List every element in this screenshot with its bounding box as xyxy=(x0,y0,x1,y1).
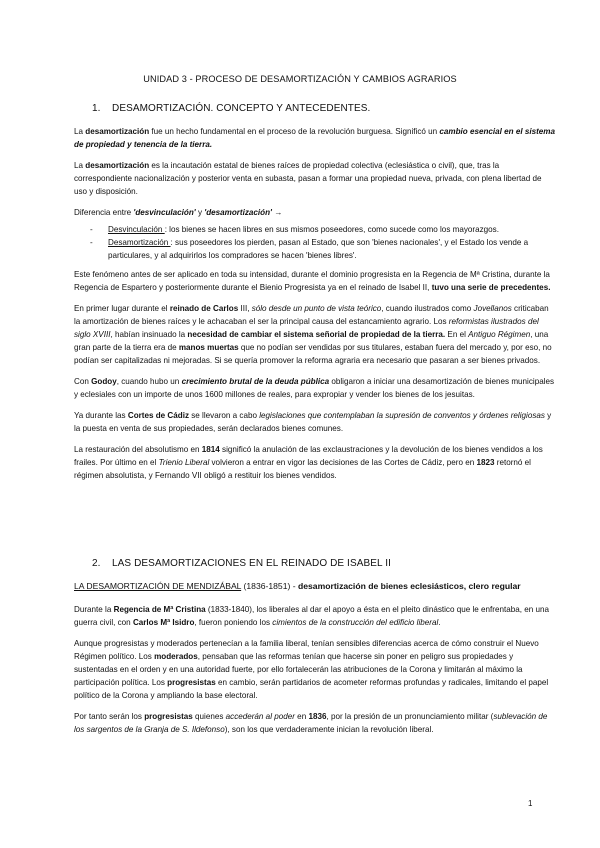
subsection-heading xyxy=(74,580,556,593)
text-run: sólo desde un punto de vista teórico xyxy=(251,304,382,313)
text-run: y la puesta en venta de sus propiedades, serán declarados bienes comunes. xyxy=(74,411,552,433)
text-run: Jovellanos xyxy=(473,304,512,313)
paragraph xyxy=(74,159,556,198)
text-run: crecimiento brutal de la deuda pública xyxy=(181,377,330,386)
text-run: LA DESAMORTIZACIÓN DE MENDIZÁBAL xyxy=(74,581,242,591)
text-run: 1836 xyxy=(308,712,327,721)
text-run: , por la presión de un pronunciamiento militar ( xyxy=(326,712,494,721)
text-run: accederán al poder xyxy=(225,712,295,721)
text-run: progresistas xyxy=(167,678,216,687)
text-run: III, xyxy=(238,304,252,313)
text-run: 1814 xyxy=(201,445,220,454)
text-run: fue un hecho fundamental en el proceso de la revolución burguesa. Significó un xyxy=(149,127,440,136)
text-run: obligaron a iniciar una desamortización de bienes municipales y eclesiales con un importe de unos 1600 millones de reales, para expropiar y vender los bienes de los jesuitas. xyxy=(74,377,555,399)
text-run: legislaciones que contemplaban la supresión de conventos y órdenes religiosas xyxy=(259,411,545,420)
text-run: Aunque progresistas y moderados pertenecían a la familia liberal, tenían sensibles diferencias acerca de cómo construir el Nuevo Régimen político. Los xyxy=(74,639,539,661)
text-run: Con xyxy=(74,377,92,386)
text-run: , fueron poniendo los xyxy=(194,618,273,627)
text-run: La xyxy=(74,127,86,136)
list-dash: - xyxy=(90,225,93,234)
text-run: volvieron a entrar en vigor las decisiones de las Cortes de Cádiz, pero en xyxy=(209,458,477,467)
text-run: reformistas ilustrados del siglo XVIII xyxy=(74,317,539,339)
text-run: La restauración del absolutismo en xyxy=(74,445,202,454)
text-run: , habían insinuado la xyxy=(110,330,188,339)
text-run: (1836-1851) - xyxy=(241,581,298,591)
paragraph xyxy=(74,443,556,482)
text-run: Carlos Mª Isidro xyxy=(132,618,195,627)
paragraph xyxy=(74,375,556,401)
section-1-title: DESAMORTIZACIÓN. CONCEPTO Y ANTECEDENTES. xyxy=(112,103,371,114)
text-run: se llevaron a cabo xyxy=(189,411,260,420)
text-run: que no podían ser vendidas por sus titulares, estaban fuera del mercado y, por eso, no podían ser capitalizadas ni mejoradas. Si se quería promover la reforma agraria era necesario que pasaran a ser bienes privados. xyxy=(74,343,552,365)
definition-list xyxy=(74,223,556,262)
text-run: retornó el régimen absolutista, y Fernando VII obligó a restituir los bienes vendidos. xyxy=(74,458,531,480)
text-run: → xyxy=(271,208,283,217)
document-title: UNIDAD 3 - PROCESO DE DESAMORTIZACIÓN Y CAMBIOS AGRARIOS xyxy=(143,74,457,84)
text-run: criticaban la amortización de bienes raíces y le achacaban el ser la principal causa del estancamiento agrario. Los xyxy=(74,304,549,326)
list-item xyxy=(74,236,556,262)
section-2-heading xyxy=(92,558,391,569)
text-run: tuvo una serie de precedentes. xyxy=(431,283,551,292)
paragraph xyxy=(74,603,556,629)
text-run: Durante la xyxy=(74,605,114,614)
text-run: desamortización de bienes eclesiásticos, clero regular xyxy=(298,581,521,591)
text-run: : los bienes se hacen libres en sus mismos poseedores, como sucede como los mayorazgos. xyxy=(164,225,499,234)
section-2-number: 2. xyxy=(92,558,101,569)
text-run: manos muertas xyxy=(178,343,239,352)
paragraph xyxy=(74,268,556,294)
paragraph xyxy=(74,637,556,702)
text-run: Cortes de Cádiz xyxy=(127,411,190,420)
text-run: 1823 xyxy=(476,458,495,467)
page-number: 1 xyxy=(528,799,533,808)
section-2-title: LAS DESAMORTIZACIONES EN EL REINADO DE ISABEL II xyxy=(112,558,391,569)
paragraph xyxy=(74,125,556,151)
text-run: En el xyxy=(445,330,469,339)
text-run: moderados xyxy=(154,652,198,661)
text-run: Diferencia entre xyxy=(74,208,134,217)
text-run: reinado de Carlos xyxy=(169,304,239,313)
text-run: quienes xyxy=(192,712,226,721)
text-run: Antiguo Régimen xyxy=(468,330,531,339)
text-run: Regencia de Mª Cristina xyxy=(113,605,206,614)
text-run: significó la anulación de las exclaustraciones y la devolución de los bienes vendidos a los frailes. Por último en el xyxy=(74,445,543,467)
paragraph xyxy=(74,206,556,219)
section-1-body xyxy=(74,125,556,482)
text-run: Ya durante las xyxy=(74,411,128,420)
text-run: Godoy xyxy=(91,377,117,386)
text-run: , pensaban que las reformas tenían que hacerse sin poner en peligro sus propiedades y sustentadas en el orden y en una autoridad fuerte, por ello fortalecerán las atribuciones de la Corona y limitarán al máximo la participación política. Los xyxy=(74,652,523,687)
text-run: : sus poseedores los pierden, pasan al Estado, que son 'bienes nacionales', y el Estado los vende a particulares, y al adquirirlos los compradores se hacen 'bienes libres'. xyxy=(108,238,529,260)
paragraph xyxy=(74,710,556,736)
text-run: en xyxy=(294,712,309,721)
text-run: desamortización xyxy=(85,127,150,136)
section-2-body xyxy=(74,580,556,736)
text-run: Este fenómeno antes de ser aplicado en toda su intensidad, durante el dominio progresista en la Regencia de Mª Cristina, durante la Regencia de Espartero y posteriormente durante el Bienio Progresista ya en el reinado de Isabel II, xyxy=(74,270,550,292)
text-run: , cuando ilustrados como xyxy=(381,304,474,313)
text-run: , cuando hubo un xyxy=(116,377,182,386)
text-run: progresistas xyxy=(144,712,193,721)
text-run: cimientos de la construcción del edificio liberal xyxy=(272,618,439,627)
list-dash: - xyxy=(90,238,93,247)
list-item xyxy=(74,223,556,236)
text-run: 'desamortización' xyxy=(204,208,272,217)
text-run: cambio esencial en el sistema de propiedad y tenencia de la tierra. xyxy=(74,127,555,149)
text-run: Por tanto serán los xyxy=(74,712,145,721)
text-run: en cambio, serán partidarios de acometer reformas profundas y radicales, limitando el papel político de la Corona y ampliando la base electoral. xyxy=(74,678,549,700)
section-1-number: 1. xyxy=(92,103,101,114)
text-run: Trienio Liberal xyxy=(158,458,210,467)
paragraph xyxy=(74,302,556,367)
text-run: 'desvinculación' xyxy=(133,208,196,217)
text-run: ), son los que verdaderamente inician la revolución liberal. xyxy=(224,725,434,734)
text-run: (1833-1840), los liberales al dar el apoyo a ésta en el pleito dinástico que le enfrentaba, en una guerra civil, con xyxy=(74,605,549,627)
paragraph xyxy=(74,409,556,435)
text-run: desamortización xyxy=(85,161,150,170)
text-run: sublevación de los sargentos de la Granja de S. Ildefonso xyxy=(74,712,548,734)
text-run: y xyxy=(195,208,205,217)
text-run: Desamortización xyxy=(108,238,171,247)
text-run: Desvinculación xyxy=(108,225,165,234)
text-run: En primer lugar durante el xyxy=(74,304,170,313)
section-1-heading xyxy=(92,103,370,114)
text-run: necesidad de cambiar el sistema señorial de propiedad de la tierra. xyxy=(187,330,446,339)
text-run: . xyxy=(438,618,441,627)
text-run: es la incautación estatal de bienes raíces de propiedad colectiva (eclesiástica o civil), que, tras la correspondiente nacionalización y posterior venta en subasta, pasan a formar una propiedad nueva, privada, con plena libertad de uso y disposición. xyxy=(74,161,542,196)
text-run: La xyxy=(74,161,86,170)
text-run: , una gran parte de la tierra era de xyxy=(74,330,549,352)
